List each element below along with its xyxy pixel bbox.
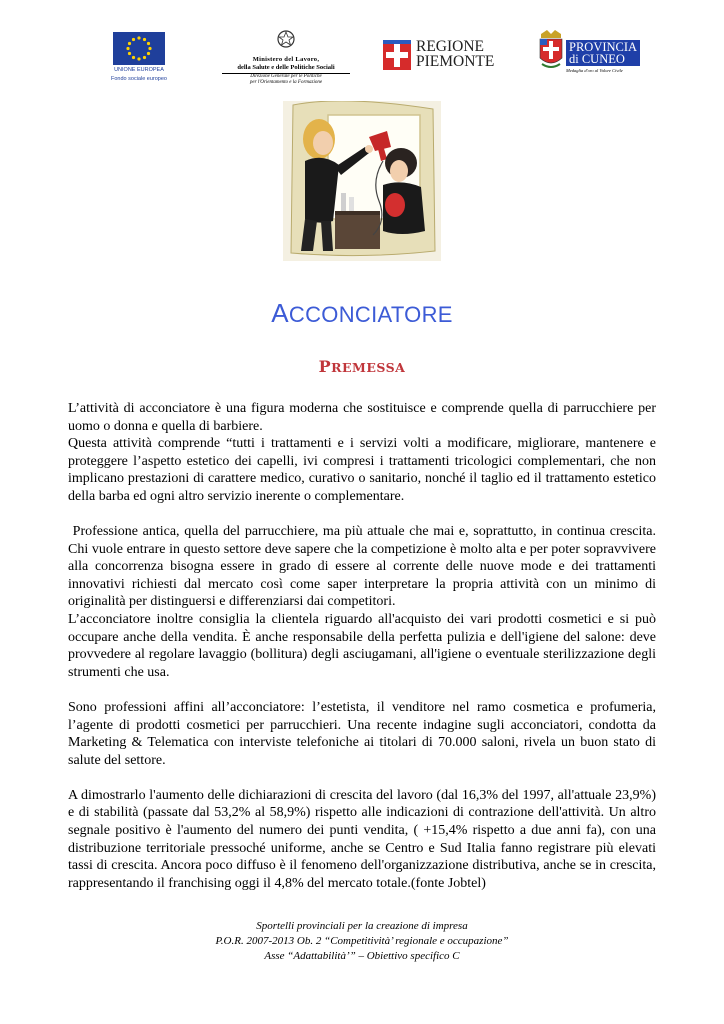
footer-line-2: P.O.R. 2007-2013 Ob. 2 “Competitività’ regionale e occupazione” [215, 935, 509, 947]
cuneo-crest-icon [538, 30, 564, 70]
page-title-initial: A [271, 298, 289, 328]
paragraph-3: Professione antica, quella del parrucchiere, ma più attuale che mai e, soprattutto, in continua crescita. Chi vuole entrare in questo settore deve sapere che la competizione è molto alta e per poter sopravvivere alla concorrenza bisogna essere in grado di essere al corrente delle nuove mode e dei trattamenti innovativi richiesti dal mercato così come saper interpretare la propria attività con un minimo di originalità per distinguersi e differenziarsi dai competitori. [68, 524, 660, 610]
page-footer [0, 919, 724, 964]
section-heading [0, 357, 724, 376]
eu-caption-2: Fondo sociale europeo [111, 76, 167, 82]
regione-piemonte-logo [380, 38, 495, 73]
provincia-subtitle: Medaglia d'oro al Valore Civile [566, 68, 623, 73]
eu-flag-icon [113, 32, 165, 65]
eu-logo [108, 32, 170, 83]
section-heading-initial: P [318, 357, 332, 376]
page-title [0, 298, 724, 329]
paragraph-5: Sono professioni affini all’acconciatore: l’estetista, il venditore nel ramo cosmetica e profumeria, l’agente di prodotti cosmetici per parrucchieri. Una recente indagine sugli acconciatori, condotta da Marketing & Telematica con interviste telefoniche ai titolari di 70.000 saloni, rivela un buon stato di salute del settore. [68, 699, 656, 768]
footer-line-3: Asse “Adattabilità’” – Obiettivo specifico C [264, 950, 460, 962]
paragraph-2: Questa attività comprende “tutti i trattamenti e i servizi volti a modificare, migliorare, mantenere e proteggere l’aspetto estetico dei capelli, ivi compresi i trattamenti tricologici complementari, che non implicano prestazioni di carattere medico, curativo o sanitario, nonché il taglio ed il trattamento estetico della barba ed ogni altro servizio inerente o complementare. [68, 436, 656, 504]
provincia-text: PROVINCIA [569, 40, 638, 54]
piemonte-text: PIEMONTE [416, 53, 495, 70]
regione-text: REGIONE [416, 38, 485, 55]
ministry-line-2: della Salute e delle Politiche Sociali [222, 64, 350, 74]
ministry-line-1: Ministero del Lavoro, [252, 56, 320, 63]
paragraph-6: A dimostrarlo l'aumento delle dichiarazioni di crescita del lavoro (dal 16,3% del 1997, all'attuale 23,9%) e di stabilità (passate dal 53,2% al 58,9%) rispetto alle indicazioni di contrazione dell'attività. Un altro segnale positivo è l'aumento del numero dei punti vendita, ( +15,4% rispetto a due anni fa), con una distribuzione territoriale pressoché uniforme, anche se Centro e Sud Italia fanno registrare più elevati tassi di crescita. Ancora poco diffuso è il fenomeno dell'organizzazione distributiva, anche se in crescita, rappresentando il franchising oggi il 4,8% del mercato totale.(fonte Jobtel) [68, 787, 656, 891]
di-cuneo-text: di CUNEO [569, 52, 625, 66]
paragraph-4: L’acconciatore inoltre consiglia la clientela riguardo all'acquisto dei vari prodotti cosmetici e si può occupare anche della vendita. È anche responsabile della perfetta pulizia e dell'igiene del salone: deve provvedere al regolare lavaggio (bollitura) degli asciugamani, all'igiene o eventuale sterilizzazione degli strumenti che usa. [68, 612, 656, 680]
ministry-logo [222, 28, 350, 86]
piemonte-shield-icon [383, 40, 411, 70]
ministry-line-4: per l'Orientamento e la Formazione [249, 80, 323, 85]
paragraph-1: L’attività di acconciatore è una figura moderna che sostituisce e comprende quella di parrucchiere per uomo o donna e quella di barbiere. [68, 401, 656, 434]
page-title-rest: CCONCIATORE [288, 302, 453, 327]
ministry-line-3: Direzione Generale per le Politiche [250, 74, 322, 79]
section-heading-rest: REMESSA [331, 360, 406, 375]
footer-line-1: Sportelli provinciali per la creazione di impresa [256, 920, 468, 932]
italian-emblem-icon [276, 28, 296, 50]
header-logos [0, 28, 724, 88]
provincia-cuneo-logo [538, 30, 638, 78]
eu-caption-1: UNIONE EUROPEA [114, 67, 164, 73]
hairdresser-illustration [283, 101, 441, 261]
body-text [68, 400, 660, 892]
